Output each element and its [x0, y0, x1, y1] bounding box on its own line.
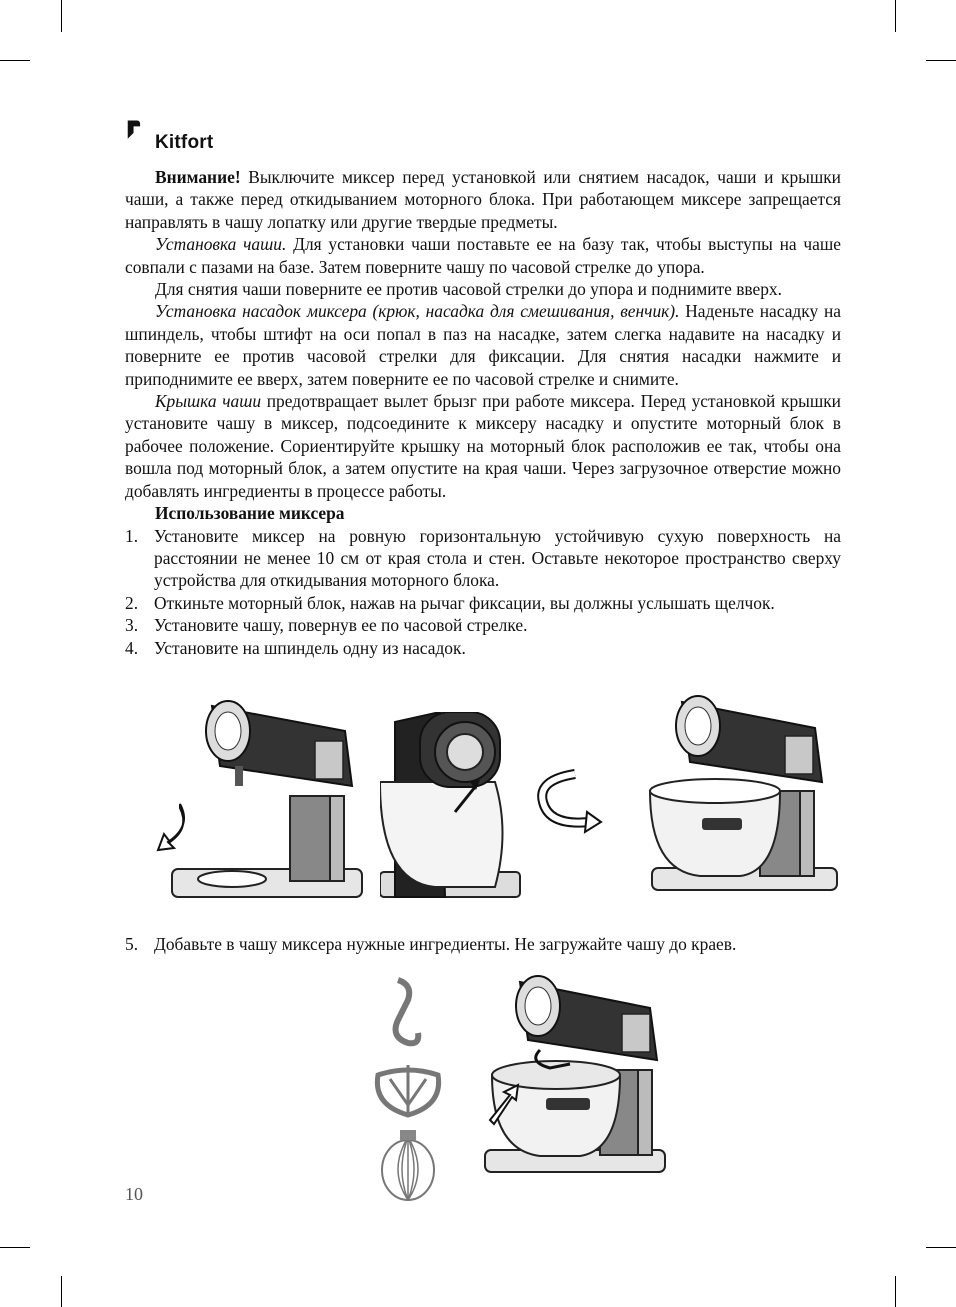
page-number: 10: [125, 1184, 143, 1204]
mixer-side-view-illustration: [380, 712, 530, 912]
lid-label: Крышка чаши: [155, 391, 262, 412]
instructions-body: [125, 166, 841, 659]
rotate-arrow-icon: [535, 768, 605, 838]
step-text: Установите чашу, повернув ее по часовой стрелке.: [154, 615, 528, 636]
warning-paragraph: [125, 166, 841, 233]
mixer-tilted-head-illustration: [140, 686, 370, 916]
brand-name: Kitfort: [155, 132, 214, 153]
list-item: [125, 637, 841, 659]
attachments-paragraph: [125, 300, 841, 390]
usage-steps-list: [125, 525, 841, 659]
crop-mark: [61, 1276, 62, 1307]
bowl-install-label: Установка чаши.: [155, 234, 287, 255]
crop-mark: [61, 0, 62, 32]
attachments-illustration: [368, 975, 448, 1205]
crop-mark: [895, 1276, 896, 1307]
step-number: 4.: [125, 637, 139, 658]
crop-mark: [926, 1247, 956, 1248]
step-text: Установите миксер на ровную горизонтальную устойчивую сухую поверхность на расстоянии не менее 10 см от края стола и стен. Оставьте некоторое пространство сверху устройства для откидывания моторного блока.: [154, 525, 841, 591]
bowl-remove-paragraph: Для снятия чаши поверните ее против часовой стрелки до упора и поднимите вверх.: [155, 279, 782, 300]
step-text: Установите на шпиндель одну из насадок.: [154, 637, 466, 658]
lid-paragraph: [125, 390, 841, 502]
usage-heading: Использование миксера: [155, 503, 345, 524]
step-text: Добавьте в чашу миксера нужные ингредиенты. Не загружайте чашу до краев.: [154, 934, 737, 954]
crop-mark: [926, 60, 956, 61]
step-number: 3.: [125, 615, 139, 636]
crop-mark: [895, 0, 896, 32]
warning-label: Внимание!: [155, 167, 241, 187]
mixer-lid-illustration: [480, 970, 670, 1180]
list-item: [125, 525, 841, 592]
bowl-install-paragraph: [125, 233, 841, 278]
mixer-with-bowl-illustration: [640, 686, 840, 906]
bowl-install-text: Для установки чаши поставьте ее на базу так, чтобы выступы на чаше совпали с пазами на базе. Затем поверните чашу по часовой стрелке до упора.: [125, 234, 841, 277]
attachments-label: Установка насадок миксера (крюк, насадка для смешивания, венчик).: [155, 301, 680, 322]
step-number: 5.: [125, 934, 139, 954]
crop-mark: [0, 1247, 30, 1248]
step-number: 1.: [125, 525, 139, 546]
warning-text: Выключите миксер перед установкой или снятием насадок, чаши и крышки чаши, а также перед откидыванием моторного блока. При работающем миксере запрещается направлять в чашу лопатку или другие твердые предметы.: [125, 167, 841, 232]
attachments-text: Наденьте насадку на шпиндель, чтобы штифт на оси попал в паз на насадке, затем слегка надавите на насадку и поверните ее против часовой стрелки для фиксации. Для снятия насадки нажмите и приподнимите ее вверх, затем поверните ее по часовой стрелке и снимите.: [125, 301, 842, 389]
list-item: [125, 592, 841, 614]
step-number: 2.: [125, 592, 139, 613]
step-5: [125, 933, 841, 955]
step-text: Откиньте моторный блок, нажав на рычаг фиксации, вы должны услышать щелчок.: [154, 592, 775, 613]
lid-text: предотвращает вылет брызг при работе миксера. Перед установкой крышки установите чашу в миксер, подсоедините к миксеру насадку и опустите моторный блок в рабочее положение. Сориентируйте крышку на моторный блок расположив ее так, чтобы она вошла под моторный блок, а затем опустите на края чаши. Через загрузочное отверстие можно добавлять ингредиенты в процессе работы.: [125, 391, 841, 501]
list-item: [125, 614, 841, 636]
crop-mark: [0, 60, 30, 61]
